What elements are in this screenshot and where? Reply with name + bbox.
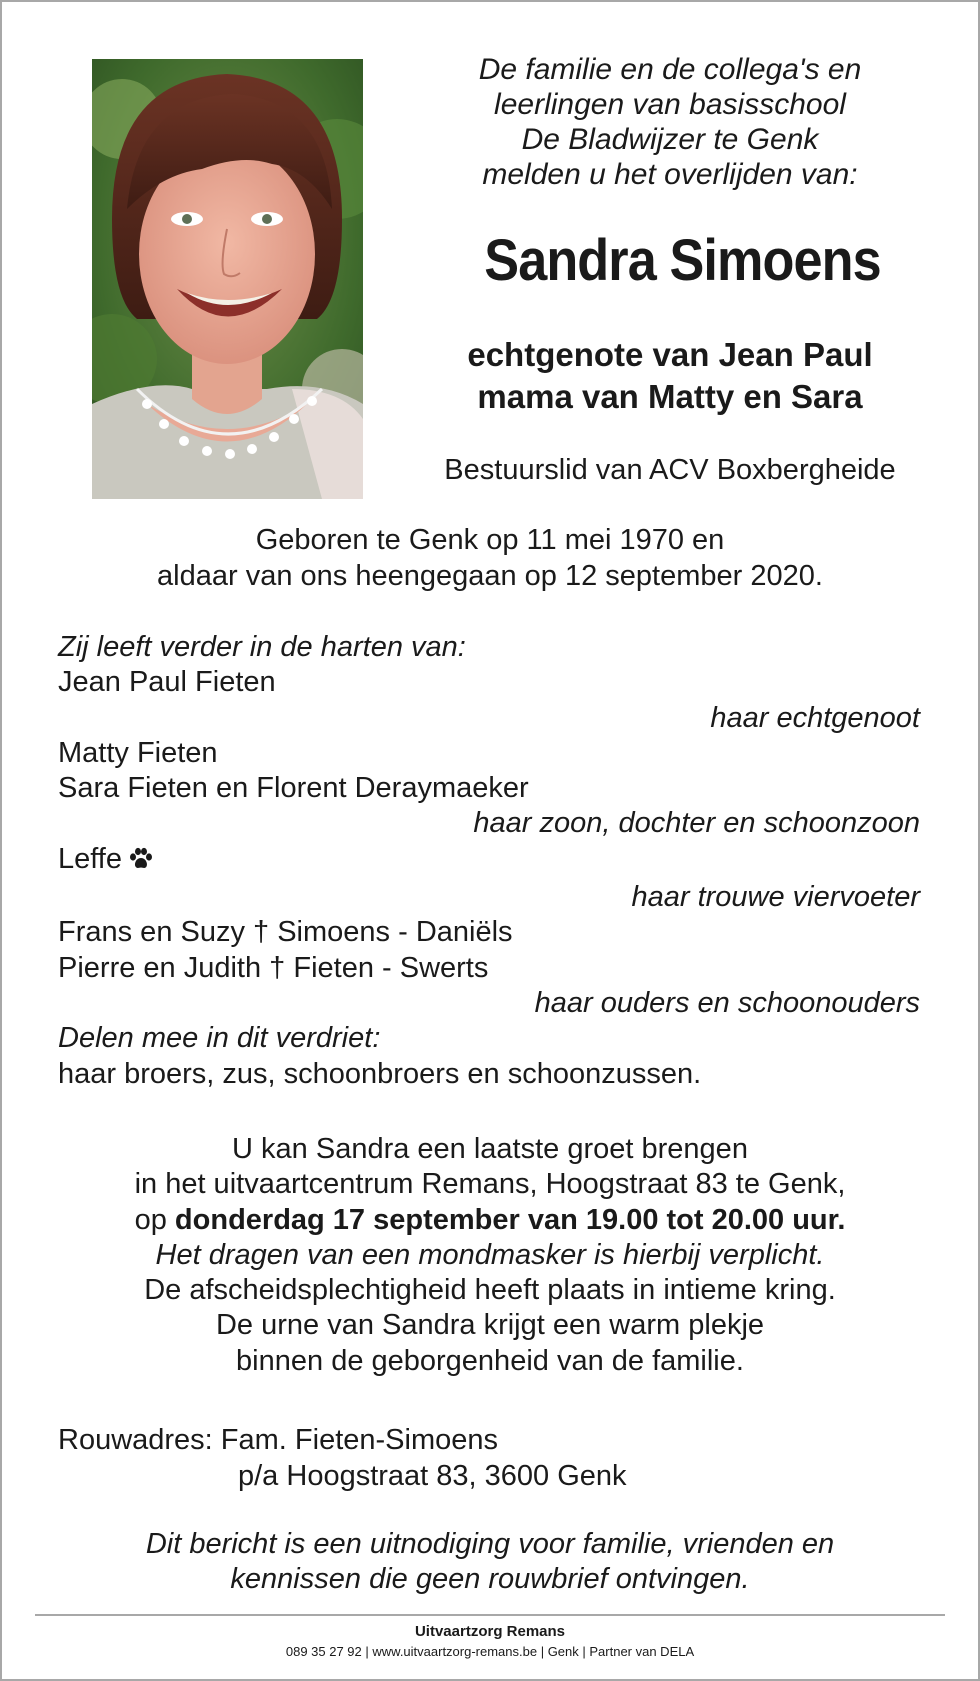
birth-death-block xyxy=(0,522,980,594)
visit-datetime: donderdag 17 september van 19.00 tot 20.00 uur. xyxy=(174,1203,846,1236)
visit-prefix: op xyxy=(134,1203,167,1236)
family-member-pet xyxy=(58,842,920,880)
family-member: Matty Fieten xyxy=(58,736,218,769)
note-line: Dit bericht is een uitnodiging voor familie, vrienden en xyxy=(145,1528,835,1560)
invitation-note xyxy=(0,1527,980,1597)
mourning-address xyxy=(58,1422,627,1494)
portrait-photo xyxy=(92,59,363,499)
visit-line: De afscheidsplechtigheid heeft plaats in intieme kring. xyxy=(144,1274,836,1307)
family-role: haar ouders en schoonouders xyxy=(534,986,920,1019)
intro-line: melden u het overlijden van: xyxy=(482,158,858,191)
visitation-block xyxy=(0,1132,980,1379)
note-line: kennissen die geen rouwbrief ontvingen. xyxy=(230,1563,750,1595)
family-member: Sara Fieten en Florent Deraymaeker xyxy=(58,772,529,805)
funeral-company-name: Uitvaartzorg Remans xyxy=(414,1623,566,1640)
deceased-name: Sandra Simoens xyxy=(484,228,881,293)
footer xyxy=(0,1622,980,1662)
paw-icon xyxy=(128,845,154,880)
relations-block xyxy=(420,334,920,418)
family-member: Jean Paul Fieten xyxy=(58,666,276,699)
family-member: Frans en Suzy † Simoens - Daniëls xyxy=(58,916,513,949)
share-text: haar broers, zus, schoonbroers en schoonzussen. xyxy=(58,1057,702,1090)
intro-line: leerlingen van basisschool xyxy=(494,88,846,121)
family-list xyxy=(58,630,920,1092)
board-membership: Bestuurslid van ACV Boxbergheide xyxy=(444,454,896,486)
family-heading: Zij leeft verder in de harten van: xyxy=(58,631,466,663)
death-line: aldaar van ons heengegaan op 12 september 2020. xyxy=(157,560,823,592)
family-role: haar trouwe viervoeter xyxy=(631,881,920,914)
intro-line: De Bladwijzer te Genk xyxy=(521,123,819,156)
visit-line: U kan Sandra een laatste groet brengen xyxy=(232,1133,748,1165)
intro-line: De familie en de collega's en xyxy=(478,53,862,86)
address-line: Rouwadres: Fam. Fieten-Simoens xyxy=(58,1424,498,1456)
funeral-company-info: 089 35 27 92 | www.uitvaartzorg-remans.be | Genk | Partner van DELA xyxy=(285,1644,695,1659)
visit-line: binnen de geborgenheid van de familie. xyxy=(236,1344,744,1377)
relation-line: echtgenote van Jean Paul xyxy=(467,336,873,373)
intro-announcement xyxy=(420,52,920,192)
family-role: haar zoon, dochter en schoonzoon xyxy=(473,807,920,840)
address-line: p/a Hoogstraat 83, 3600 Genk xyxy=(238,1460,627,1492)
visit-datetime-line xyxy=(0,1203,980,1238)
visit-line: in het uitvaartcentrum Remans, Hoogstraat 83 te Genk, xyxy=(134,1168,846,1201)
pet-name: Leffe xyxy=(58,842,122,875)
birth-line: Geboren te Genk op 11 mei 1970 en xyxy=(255,524,725,556)
share-heading: Delen mee in dit verdriet: xyxy=(58,1022,381,1055)
family-role: haar echtgenoot xyxy=(710,701,920,734)
visit-line: De urne van Sandra krijgt een warm plekje xyxy=(215,1309,765,1342)
mask-notice: Het dragen van een mondmasker is hierbij verplicht. xyxy=(155,1238,825,1271)
footer-divider xyxy=(35,1614,945,1616)
family-member: Pierre en Judith † Fieten - Swerts xyxy=(58,951,489,984)
relation-line: mama van Matty en Sara xyxy=(477,378,863,415)
